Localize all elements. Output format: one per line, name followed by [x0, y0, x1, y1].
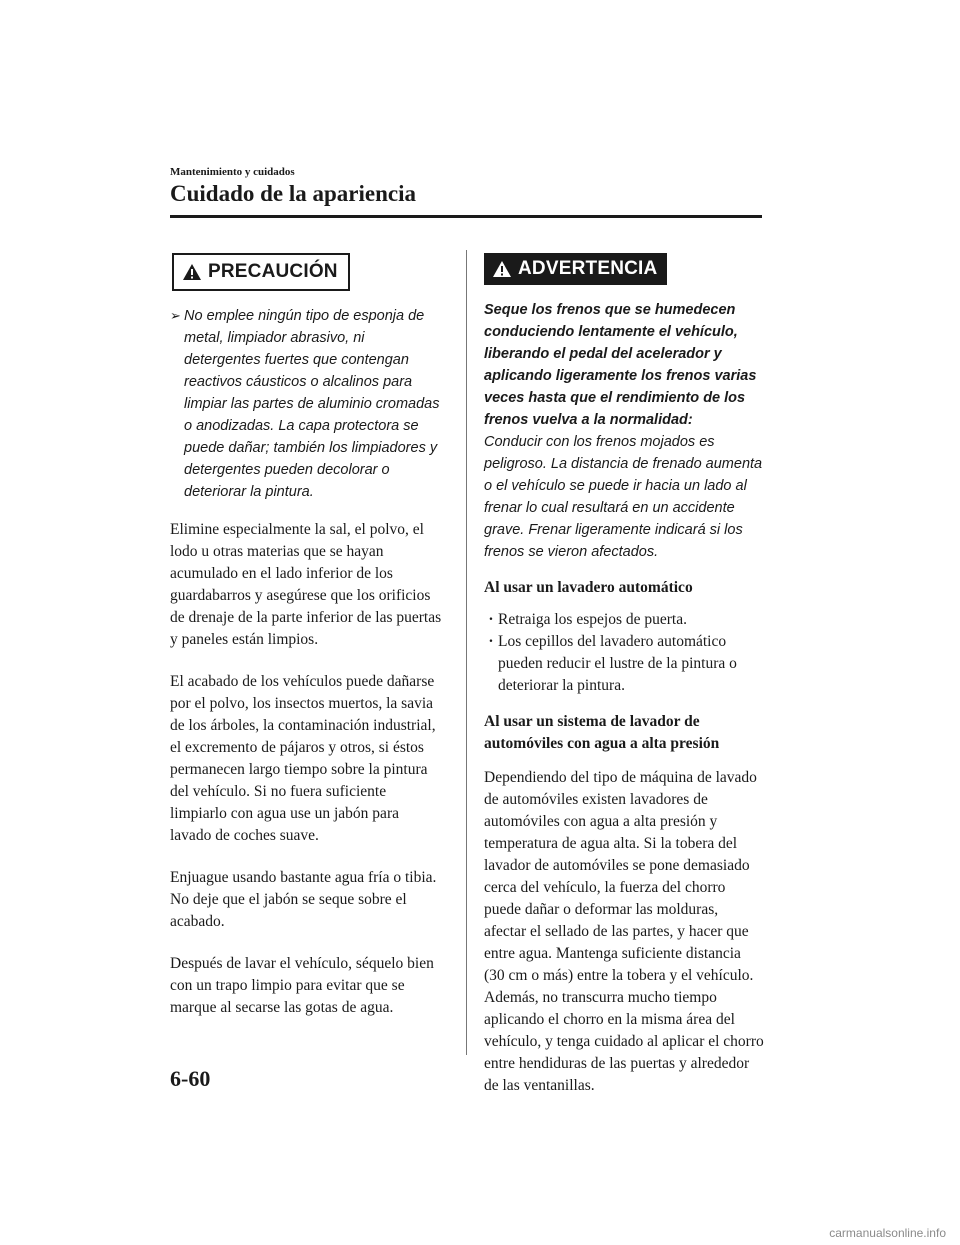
- warning-bold-text: Seque los frenos que se humedecen conduciendo lentamente el vehículo, liberando el pedal del acelerador y aplicando ligeramente los frenos varias veces hasta que el rendimiento de los frenos vuelva a la normalidad:: [484, 302, 757, 428]
- warning-text: Conducir con los frenos mojados es peligroso. La distancia de frenado aumenta o el vehículo se puede ir hacia un lado al frenar lo cual resultará en un accidente grave. Frenar ligeramente indicará si los frenos se vieron afectados.: [484, 434, 763, 560]
- list-item-text: Los cepillos del lavadero automático pueden reducir el lustre de la pintura o deteriorar la pintura.: [498, 633, 737, 694]
- body-paragraph: Elimine especialmente la sal, el polvo, el lodo u otras materias que se hayan acumulado en el lado inferior de los guardabarros y asegúrese que los orificios de drenaje de la parte inferior de las puertas y paneles están limpios.: [170, 521, 442, 648]
- subheading-high-pressure-wash: Al usar un sistema de lavador de automóviles con agua a alta presión: [484, 713, 720, 752]
- arrow-right-icon: ➢: [170, 308, 181, 323]
- body-paragraph: Enjuague usando bastante agua fría o tibia. No deje que el jabón se seque sobre el acabado.: [170, 869, 437, 930]
- caution-label: PRECAUCIÓN: [208, 261, 338, 282]
- left-column: [170, 253, 442, 1019]
- header-divider: [170, 215, 762, 218]
- body-paragraph: Después de lavar el vehículo, séquelo bien con un trapo limpio para evitar que se marque al secarse las gotas de agua.: [170, 955, 434, 1016]
- warning-triangle-icon: [492, 260, 512, 278]
- warning-triangle-icon: [182, 263, 202, 281]
- list-item: [484, 631, 764, 697]
- caution-item-text: No emplee ningún tipo de esponja de metal, limpiador abrasivo, ni detergentes fuertes que contengan reactivos cáusticos o alcalinos para limpiar las partes de aluminio cromadas o anodizadas. La capa protectora se puede dañar; también los limpiadores y detergentes pueden decolorar o deteriorar la pintura.: [184, 308, 440, 500]
- list-item: [484, 609, 764, 631]
- list-item-text: Retraiga los espejos de puerta.: [498, 611, 687, 628]
- bullet-dot-icon: ·: [488, 633, 494, 650]
- footer-watermark[interactable]: carmanualsonline.info: [829, 1226, 946, 1240]
- caution-banner: [172, 253, 350, 291]
- subheading-automatic-wash: Al usar un lavadero automático: [484, 579, 693, 596]
- warning-label: ADVERTENCIA: [518, 258, 658, 279]
- page-title: Cuidado de la apariencia: [170, 181, 417, 206]
- bullet-dot-icon: ·: [488, 611, 494, 628]
- page-number: 6-60: [170, 1066, 211, 1091]
- body-paragraph: El acabado de los vehículos puede dañarse por el polvo, los insectos muertos, la savia de los árboles, la contaminación industrial, el excremento de pájaros y otros, si éstos permanecen largo tiempo sobre la pintura del vehículo. Si no fuera suficiente limpiarlo con agua use un jabón para lavado de coches suave.: [170, 673, 436, 844]
- caution-item: [170, 305, 442, 503]
- bullet-list: [484, 609, 764, 697]
- column-divider: [466, 250, 467, 1055]
- section-label: Mantenimiento y cuidados: [170, 166, 295, 178]
- body-paragraph: Dependiendo del tipo de máquina de lavado de automóviles existen lavadores de automóviles con agua a alta presión y temperatura de agua alta. Si la tobera del lavador de automóviles se pone demasiado cerca del vehículo, la fuerza del chorro puede dañar o deformar las molduras, afectar el sellado de las partes, y hacer que entre agua. Mantenga suficiente distancia (30 cm o más) entre la tobera y el vehículo. Además, no transcurra mucho tiempo aplicando el chorro en la misma área del vehículo, y tenga cuidado al aplicar el chorro entre hendiduras de las puertas y alrededor de las ventanillas.: [484, 769, 764, 1094]
- right-column: [484, 253, 764, 1097]
- warning-banner: [484, 253, 667, 285]
